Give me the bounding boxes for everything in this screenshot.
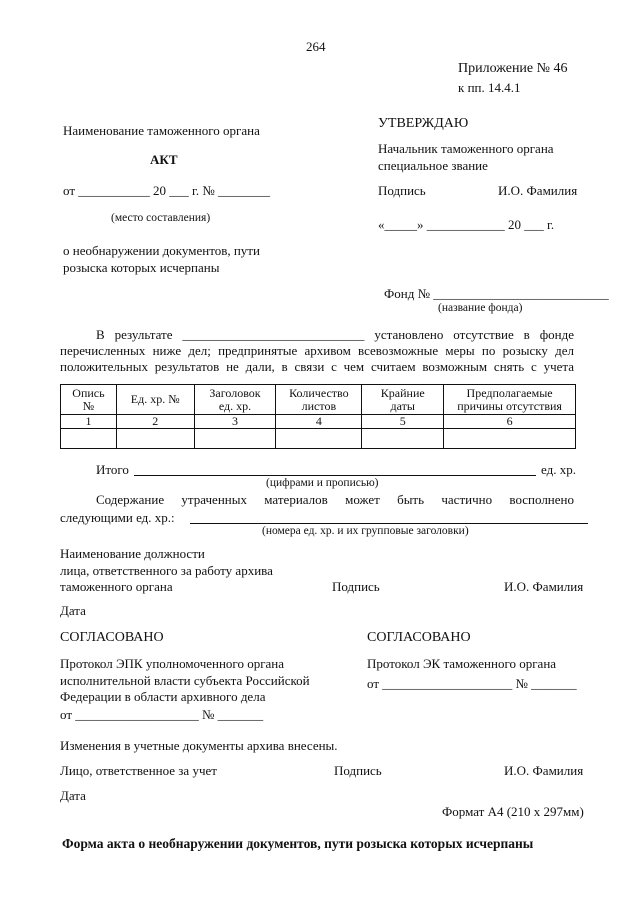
approve-rank: специальное звание (378, 158, 488, 173)
act-title: АКТ (150, 152, 178, 167)
agree-right-line1: Протокол ЭК таможенного органа (367, 656, 557, 671)
agree-left-line2: исполнительной власти субъекта Российской (60, 673, 310, 688)
body-line3: положительных результатов не дали, в связи с чем считаем возможным снять с учета (60, 359, 574, 374)
agree-left-line3: Федерации в области архивного дела (60, 689, 266, 704)
agree-right-title: СОГЛАСОВАНО (367, 630, 471, 645)
header-cell: Ед. хр. № (116, 385, 194, 415)
accountant-date: Дата (60, 788, 86, 803)
page-number: 264 (306, 39, 326, 54)
number-cell: 6 (444, 415, 576, 429)
content-underline (190, 523, 588, 524)
body-line1: В результате ____________________________ установлено отсутствие в фонде (96, 327, 574, 342)
responsible-line2: лица, ответственного за работу архива (60, 563, 273, 578)
content-line1: Содержание утраченных материалов может быть частично восполнено (96, 492, 574, 507)
table-header-row (61, 385, 576, 415)
approve-title: УТВЕРЖДАЮ (378, 116, 469, 131)
appendix-line1: Приложение № 46 (458, 61, 568, 76)
itogo-units: ед. хр. (541, 462, 576, 477)
itogo-line (134, 475, 536, 476)
accountant-signature: Подпись (334, 763, 382, 778)
number-cell: 4 (276, 415, 362, 429)
body-line2: перечисленных ниже дел; предпринятые архивом всевозможные меры по розыску дел (60, 343, 574, 358)
accountant-name: И.О. Фамилия (504, 763, 584, 778)
appendix-line2: к пп. 14.4.1 (458, 80, 521, 95)
documents-table (60, 384, 576, 449)
header-cell: Количество листов (276, 385, 362, 415)
agree-left-title: СОГЛАСОВАНО (60, 630, 164, 645)
responsible-signature: Подпись (332, 579, 380, 594)
content-line2: следующими ед. хр.: (60, 510, 175, 525)
approve-name: И.О. Фамилия (498, 183, 578, 198)
changes-note: Изменения в учетные документы архива внесены. (60, 738, 338, 753)
responsible-date: Дата (60, 603, 86, 618)
place-caption: (место составления) (111, 212, 211, 224)
number-cell: 5 (362, 415, 444, 429)
approve-signature: Подпись (378, 183, 426, 198)
approve-position: Начальник таможенного органа (378, 141, 554, 156)
act-subject-line2: розыска которых исчерпаны (63, 260, 220, 275)
header-cell: Опись № (61, 385, 117, 415)
responsible-line1: Наименование должности (60, 546, 205, 561)
table-empty-row (61, 429, 576, 449)
header-cell: Заголовок ед. хр. (194, 385, 276, 415)
itogo-caption: (цифрами и прописью) (266, 477, 379, 489)
table-number-row (61, 415, 576, 429)
responsible-line3: таможенного органа (60, 579, 173, 594)
responsible-name: И.О. Фамилия (504, 579, 584, 594)
org-name: Наименование таможенного органа (63, 123, 260, 138)
format-note: Формат А4 (210 x 297мм) (442, 804, 584, 819)
number-cell: 1 (61, 415, 117, 429)
number-cell: 2 (116, 415, 194, 429)
act-date-line: от ___________ 20 ___ г. № ________ (63, 183, 271, 198)
agree-left-line1: Протокол ЭПК уполномоченного органа (60, 656, 285, 671)
fond-caption: (название фонда) (438, 302, 523, 314)
fond-label: Фонд № ___________________________ (384, 286, 609, 301)
accountant-label: Лицо, ответственное за учет (60, 763, 217, 778)
approve-date-line: «_____» ____________ 20 ___ г. (378, 217, 555, 232)
form-caption: Форма акта о необнаружении документов, пути розыска которых исчерпаны (62, 836, 534, 851)
itogo-label: Итого (96, 462, 129, 477)
header-cell: Предполагаемые причины отсутствия (444, 385, 576, 415)
agree-left-line4: от ___________________ № _______ (60, 707, 264, 722)
header-cell: Крайние даты (362, 385, 444, 415)
act-subject-line1: о необнаружении документов, пути (63, 243, 260, 258)
number-cell: 3 (194, 415, 276, 429)
content-caption: (номера ед. хр. и их групповые заголовки) (262, 525, 469, 537)
agree-right-line2: от ____________________ № _______ (367, 676, 577, 691)
